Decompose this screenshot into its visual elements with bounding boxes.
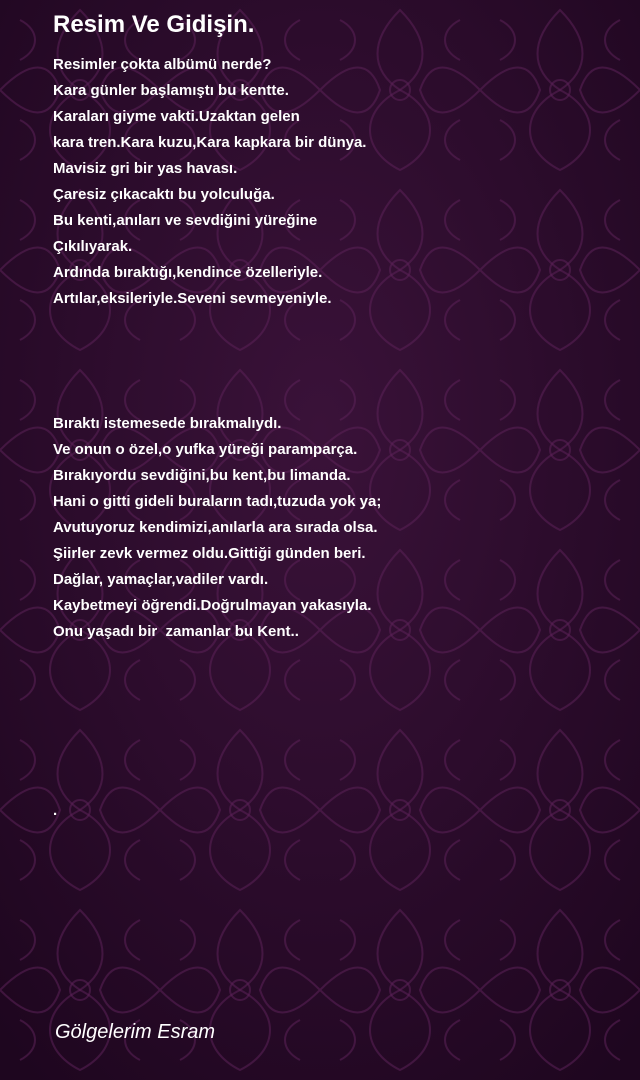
poem-line: Ve onun o özel,o yufka yüreği paramparça. [53,441,358,458]
stanza-2 [53,411,381,645]
poem-line: Resimler çokta albümü nerde? [53,56,272,73]
poem-line: Kaybetmeyi öğrendi.Doğrulmayan yakasıyla. [53,597,372,614]
poem-line: Artılar,eksileriyle.Seveni sevmeyeniyle. [53,290,332,307]
poem-line: Hani o gitti gideli buraların tadı,tuzuda yok ya; [53,493,382,510]
author-name: Gölgelerim Esram [55,1021,216,1043]
poem-line: Avutuyoruz kendimizi,anılarla ara sırada olsa. [53,519,378,536]
trailing-mark: . [53,802,58,819]
poem-line: Çaresiz çıkacaktı bu yolculuğa. [53,186,275,203]
poem-line: Bıraktı istemesede bırakmalıydı. [53,415,282,432]
poem-line: kara tren.Kara kuzu,Kara kapkara bir dünya. [53,134,367,151]
poem-title: Resim Ve Gidişin. [53,11,255,38]
poem-line: Dağlar, yamaçlar,vadiler vardı. [53,571,269,588]
poem-line: Onu yaşadı bir zamanlar bu Kent.. [53,623,299,640]
poem-line: Ardında bıraktığı,kendince özelleriyle. [53,264,323,281]
poem-line: Kara günler başlamıştı bu kentte. [53,82,289,99]
stanza-1 [53,52,366,312]
poem-line: Mavisiz gri bir yas havası. [53,160,238,177]
poem-line: Bu kenti,anıları ve sevdiğini yüreğine [53,212,318,229]
poem-line: Karaları giyme vakti.Uzaktan gelen [53,108,300,125]
poem-line: Çıkılıyarak. [53,238,133,255]
poem-line: Bırakıyordu sevdiğini,bu kent,bu limanda. [53,467,351,484]
poem-line: Şiirler zevk vermez oldu.Gittiği günden beri. [53,545,366,562]
